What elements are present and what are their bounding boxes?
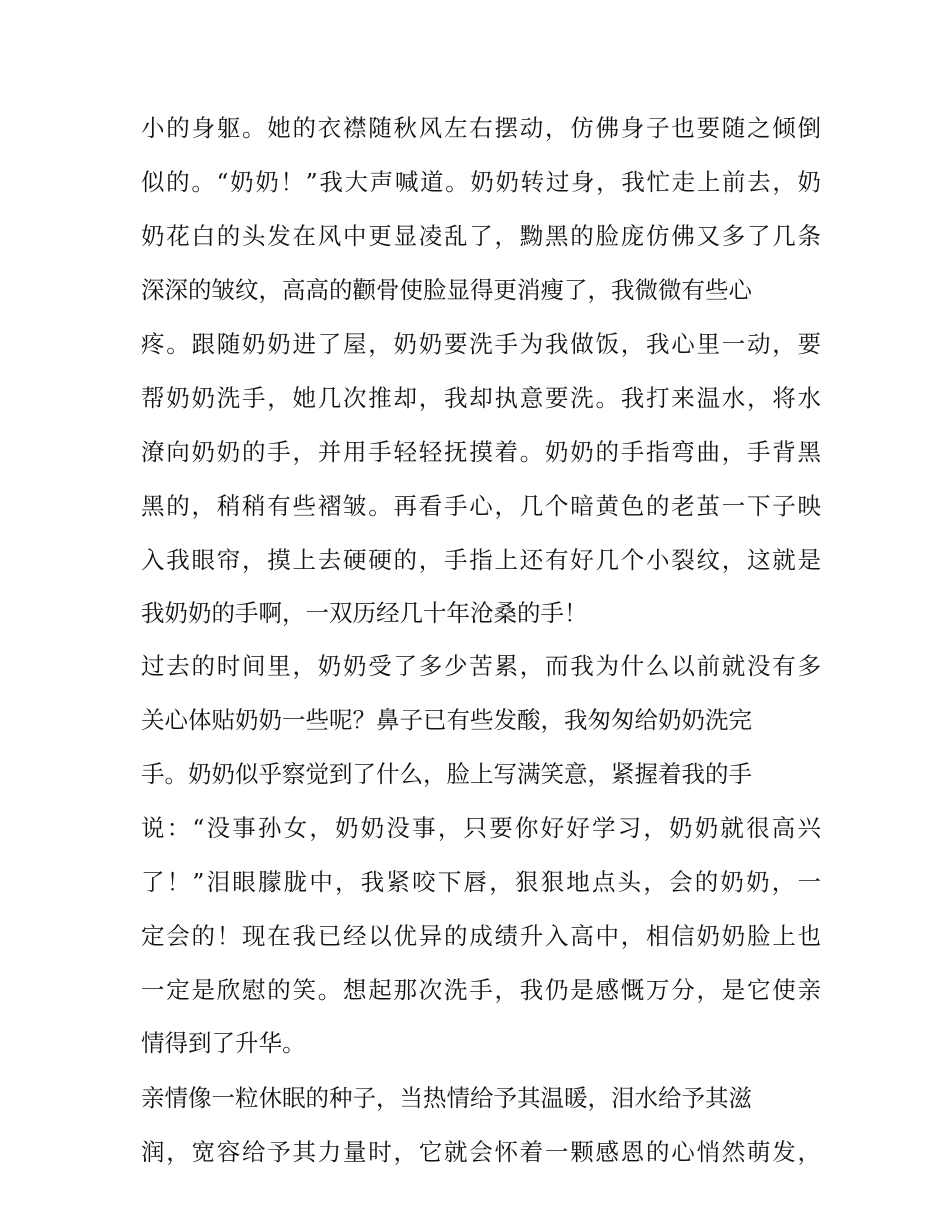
text-line: 深深的皱纹，高高的颧骨使脸显得更消瘦了，我微微有些心 <box>141 276 752 304</box>
text-line: 过去的时间里，奶奶受了多少苦累，而我为什么以前就没有多 <box>141 652 821 680</box>
text-line: 一定是欣慰的笑。想起那次洗手，我仍是感慨万分，是它使亲 <box>141 976 821 1004</box>
text-line: 情得到了升华。 <box>141 1029 306 1057</box>
text-line: 了！”泪眼朦胧中，我紧咬下唇，狠狠地点头，会的奶奶，一 <box>141 868 821 896</box>
text-line: 潦向奶奶的手，并用手轻轻抚摸着。奶奶的手指弯曲，手背黑 <box>141 438 821 466</box>
text-line: 我奶奶的手啊，一双历经几十年沧桑的手！ <box>141 599 588 627</box>
text-line: 手。奶奶似乎察觉到了什么，脸上写满笑意，紧握着我的手 <box>141 760 752 788</box>
text-line: 奶花白的头发在风中更显凌乱了，黝黑的脸庞仿佛又多了几条 <box>141 222 821 250</box>
text-line: 关心体贴奶奶一些呢？鼻子已有些发酸，我匆匆给奶奶洗完 <box>141 706 752 734</box>
text-line: 疼。跟随奶奶进了屋，奶奶要洗手为我做饭，我心里一动，要 <box>141 330 821 358</box>
text-line: 润，宽容给予其力量时，它就会怀着一颗感恩的心悄然萌发， <box>141 1138 821 1166</box>
text-line: 帮奶奶洗手，她几次推却，我却执意要洗。我打来温水，将水 <box>141 384 821 412</box>
text-line: 小的身躯。她的衣襟随秋风左右摆动，仿佛身子也要随之倾倒 <box>141 114 821 142</box>
text-line: 亲情像一粒休眠的种子，当热情给予其温暖，泪水给予其滋 <box>141 1084 752 1112</box>
text-line: 定会的！现在我已经以优异的成绩升入高中，相信奶奶脸上也 <box>141 922 821 950</box>
text-line: 入我眼帘，摸上去硬硬的，手指上还有好几个小裂纹，这就是 <box>141 546 821 574</box>
text-line: 说：“没事孙女，奶奶没事，只要你好好学习，奶奶就很高兴 <box>141 814 821 842</box>
text-line: 黑的，稍稍有些褶皱。再看手心，几个暗黄色的老茧一下子映 <box>141 492 821 520</box>
text-line: 似的。“奶奶！”我大声喊道。奶奶转过身，我忙走上前去，奶 <box>141 168 821 196</box>
body-text <box>141 101 821 1179</box>
